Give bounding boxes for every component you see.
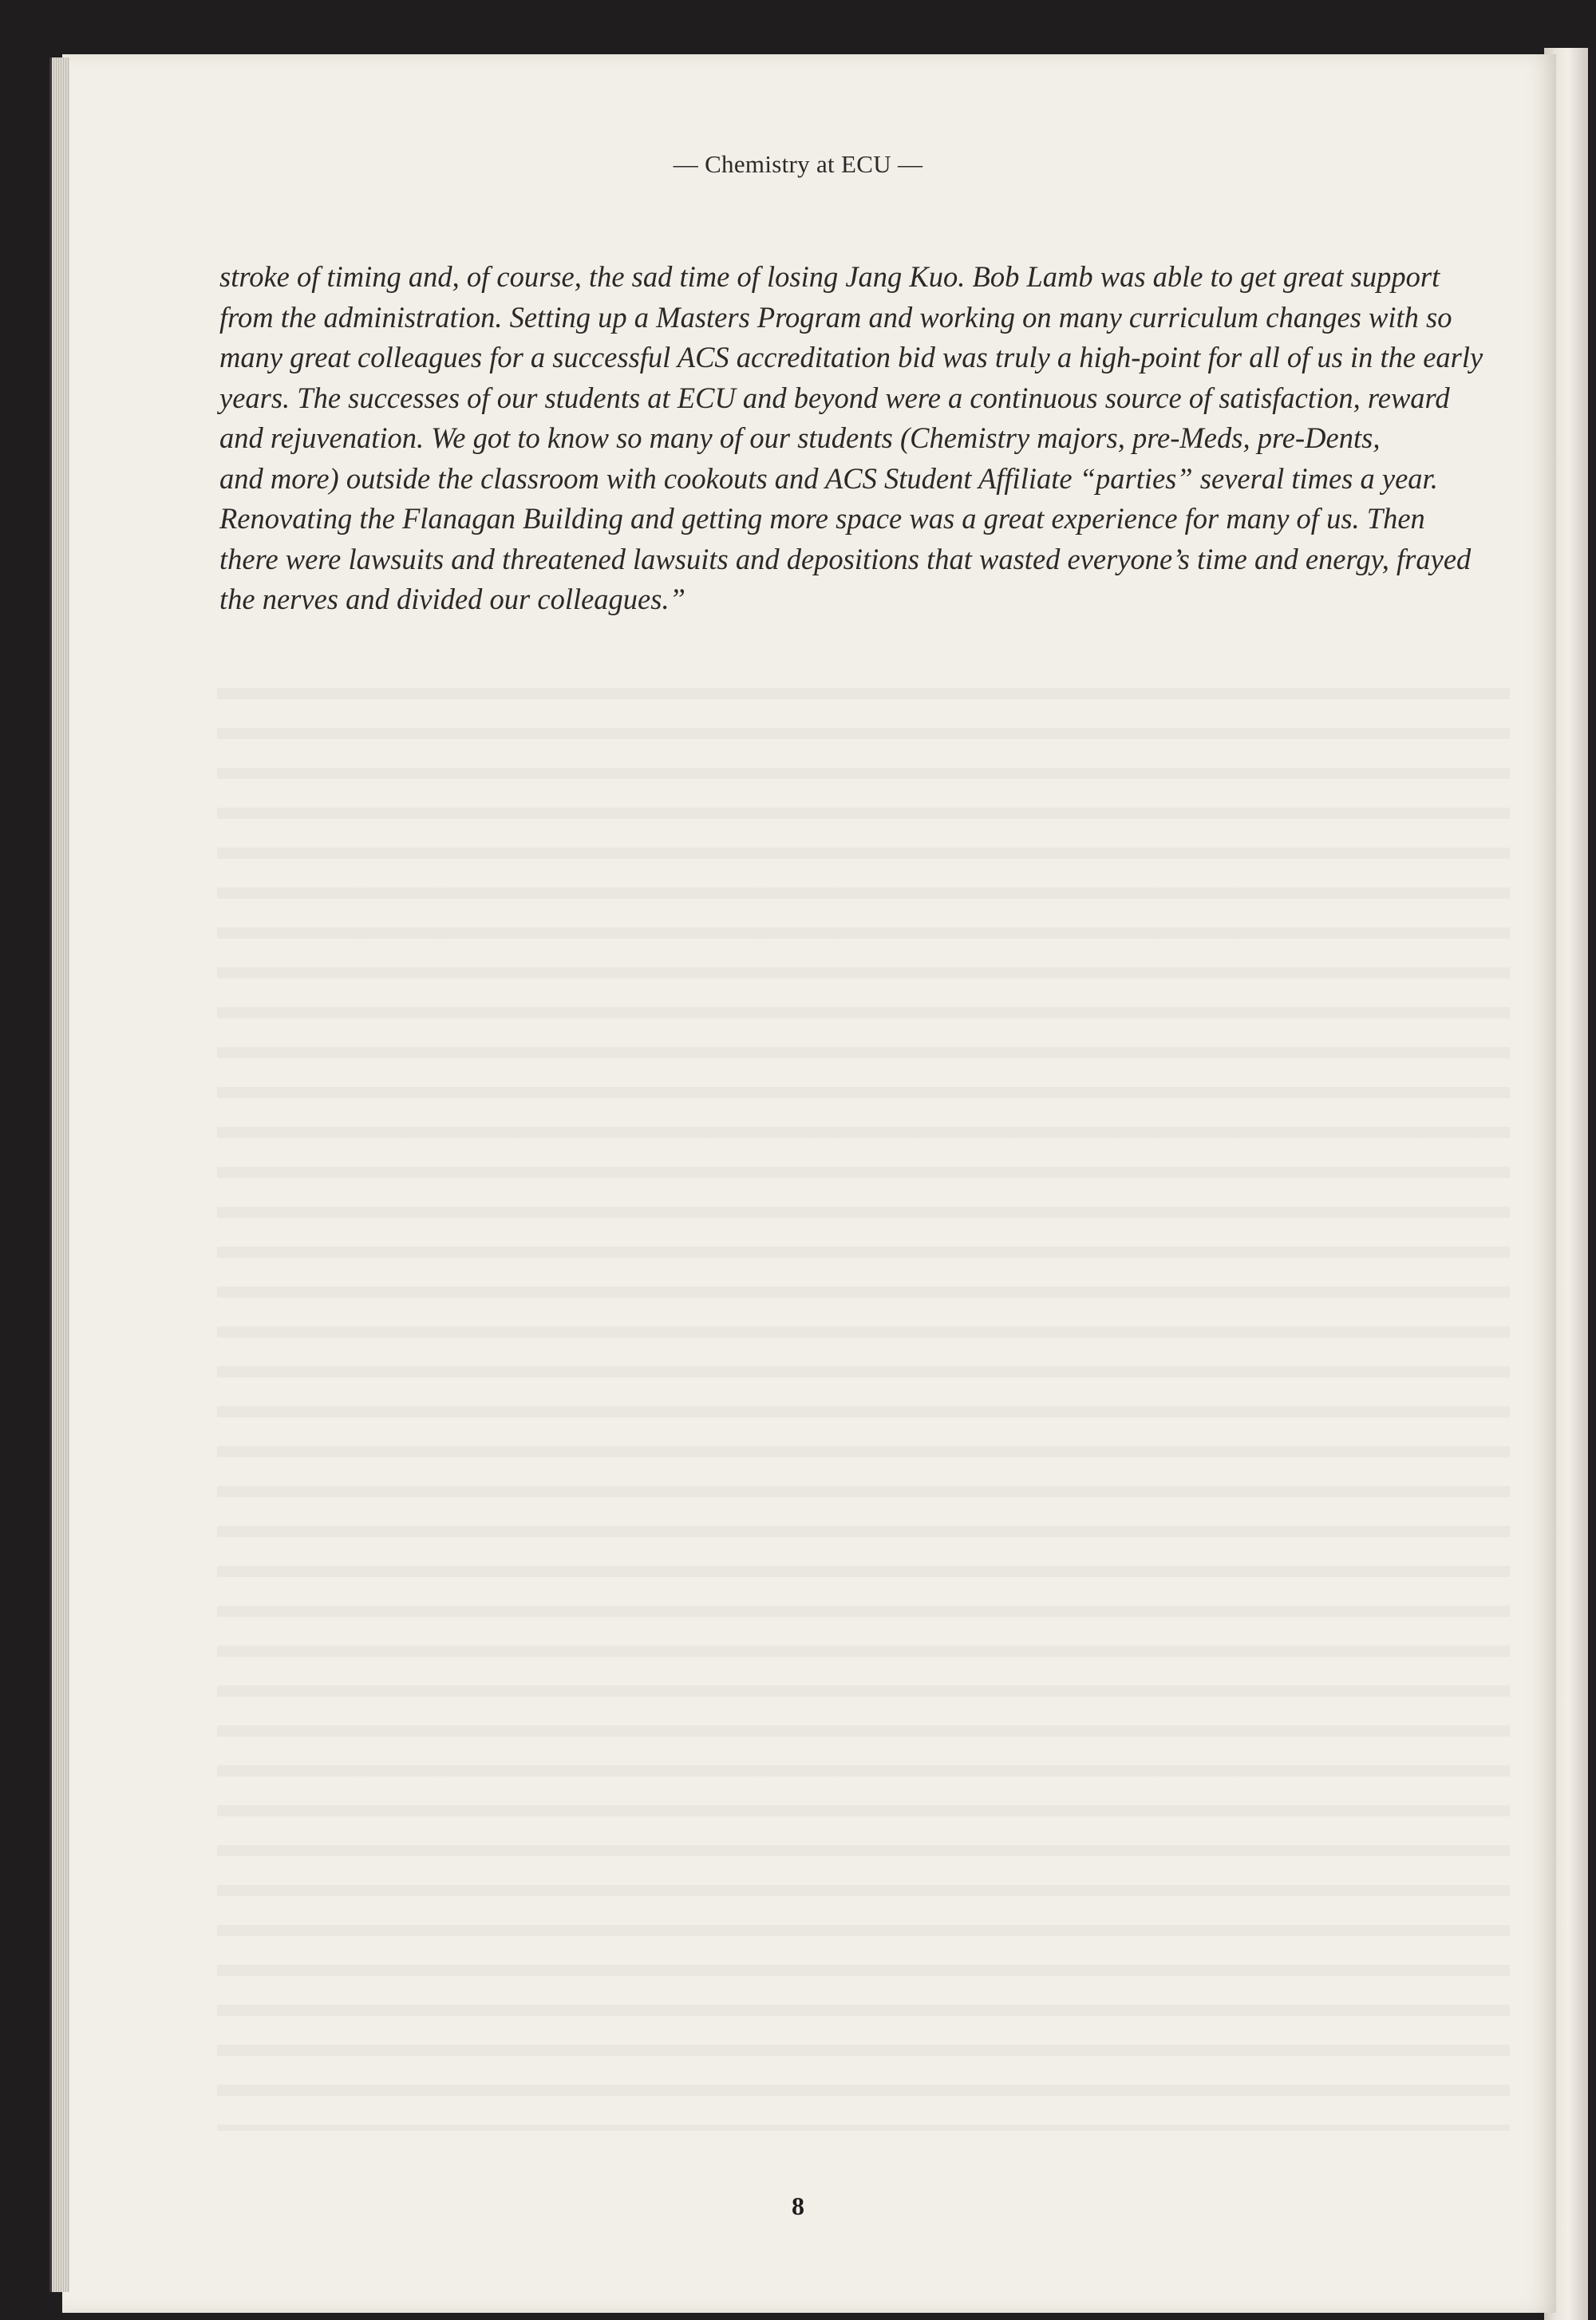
- paragraph-line: years. The successes of our students at ECU and beyond were a continuous source of satisfaction, reward: [219, 381, 1450, 414]
- paragraph-line: Renovating the Flanagan Building and getting more space was a great experience for many of us. Then: [219, 502, 1425, 535]
- paragraph-line: many great colleagues for a successful ACS accreditation bid was truly a high-point for all of us in the early: [219, 341, 1483, 373]
- paragraph-line: and rejuvenation. We got to know so many of our students (Chemistry majors, pre-Meds, pre-Dents,: [219, 421, 1381, 454]
- page-stack-edge: [49, 57, 69, 2292]
- running-header: — Chemistry at ECU —: [673, 150, 923, 178]
- paragraph-line: there were lawsuits and threatened lawsuits and depositions that wasted everyone’s time and energy, frayed: [219, 542, 1472, 575]
- paragraph-line: from the administration. Setting up a Masters Program and working on many curriculum changes with so: [219, 300, 1452, 334]
- page-number: 8: [792, 2192, 804, 2220]
- paragraph-line: stroke of timing and, of course, the sad time of losing Jang Kuo. Bob Lamb was able to get great support: [219, 260, 1440, 293]
- paragraph-line: and more) outside the classroom with cookouts and ACS Student Affiliate “parties” several times a year.: [219, 461, 1438, 495]
- reverse-side-show-through: [217, 670, 1510, 2131]
- quoted-paragraph: [219, 257, 1503, 620]
- paragraph-line: the nerves and divided our colleagues.”: [219, 583, 685, 615]
